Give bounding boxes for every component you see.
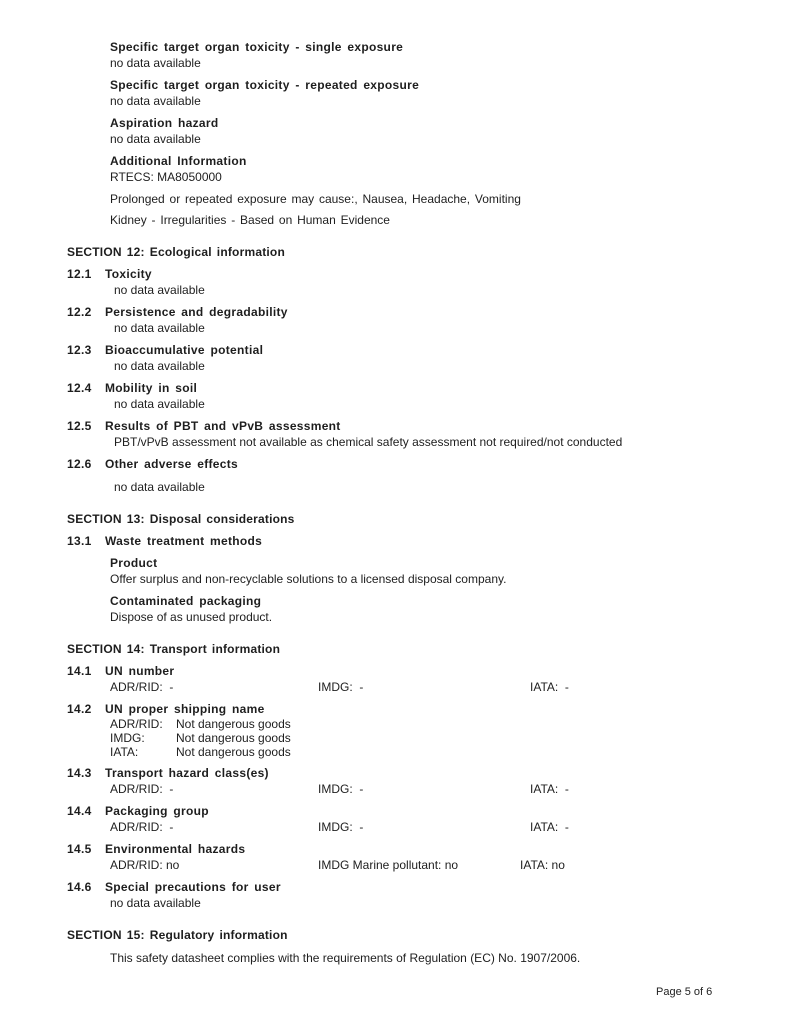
item-body: no data available bbox=[114, 283, 205, 297]
item-heading bbox=[67, 765, 733, 781]
item-title: Toxicity bbox=[105, 267, 152, 281]
item-title: Special precautions for user bbox=[105, 880, 281, 894]
item-heading bbox=[67, 663, 733, 679]
kidney-note: Kidney - Irregularities - Based on Human Evidence bbox=[110, 213, 390, 227]
iata-label: IATA: bbox=[110, 745, 139, 759]
subsection-body: Offer surplus and non-recyclable solutions to a licensed disposal company. bbox=[110, 572, 507, 586]
item-heading bbox=[67, 380, 733, 396]
subsection-heading: Contaminated packaging bbox=[110, 594, 262, 608]
transport-columns-row bbox=[110, 679, 733, 695]
subsection-body: no data available bbox=[110, 132, 201, 146]
shipping-name-row bbox=[110, 731, 733, 745]
item-body: PBT/vPvB assessment not available as chemical safety assessment not required/not conducted bbox=[114, 435, 623, 449]
subsection-body: no data available bbox=[110, 56, 201, 70]
item-title: Other adverse effects bbox=[105, 457, 239, 471]
section-15-title: SECTION 15: Regulatory information bbox=[67, 928, 288, 942]
item-title: Mobility in soil bbox=[105, 381, 198, 395]
iata-value: IATA: - bbox=[530, 782, 569, 796]
item-title: Transport hazard class(es) bbox=[105, 766, 269, 780]
item-13-1 bbox=[67, 533, 733, 625]
iata-value: IATA: - bbox=[530, 680, 569, 694]
item-number: 12.4 bbox=[67, 381, 92, 395]
iata-value: Not dangerous goods bbox=[176, 745, 291, 759]
aspiration-hazard-block bbox=[110, 115, 733, 147]
transport-columns-row bbox=[110, 857, 733, 873]
shipping-name-row bbox=[110, 717, 733, 731]
subsection-heading: Additional Information bbox=[110, 154, 247, 168]
subsection-heading: Aspiration hazard bbox=[110, 116, 219, 130]
imdg-value: IMDG: - bbox=[318, 820, 364, 834]
item-body: no data available bbox=[110, 896, 201, 910]
item-title: Results of PBT and vPvB assessment bbox=[105, 419, 341, 433]
iata-value: IATA: no bbox=[520, 858, 565, 872]
imdg-marine-pollutant-value: IMDG Marine pollutant: no bbox=[318, 858, 459, 872]
item-12-4 bbox=[67, 380, 733, 412]
item-title: Packaging group bbox=[105, 804, 209, 818]
exposure-note: Prolonged or repeated exposure may cause:, Nausea, Headache, Vomiting bbox=[110, 192, 521, 206]
subsection-body: Dispose of as unused product. bbox=[110, 610, 273, 624]
item-14-1 bbox=[67, 663, 733, 695]
imdg-label: IMDG: bbox=[110, 731, 145, 745]
item-14-4 bbox=[67, 803, 733, 835]
adr-rid-value: ADR/RID: - bbox=[110, 782, 174, 796]
subsection-body: no data available bbox=[110, 94, 201, 108]
item-title: Bioaccumulative potential bbox=[105, 343, 264, 357]
item-number: 14.2 bbox=[67, 702, 92, 716]
subsection-heading: Product bbox=[110, 556, 158, 570]
imdg-value: IMDG: - bbox=[318, 680, 364, 694]
item-12-6 bbox=[67, 456, 733, 495]
item-body: no data available bbox=[114, 359, 205, 373]
adr-rid-value: ADR/RID: - bbox=[110, 820, 174, 834]
item-14-2 bbox=[67, 701, 733, 759]
item-12-3 bbox=[67, 342, 733, 374]
adr-rid-value: Not dangerous goods bbox=[176, 717, 291, 731]
item-body: no data available bbox=[114, 397, 205, 411]
item-title: Waste treatment methods bbox=[105, 534, 263, 548]
subsection-heading: Specific target organ toxicity - single exposure bbox=[110, 40, 404, 54]
item-number: 14.6 bbox=[67, 880, 92, 894]
stot-repeated-block bbox=[110, 77, 733, 109]
section-11-continuation bbox=[110, 39, 733, 228]
item-body: no data available bbox=[114, 321, 205, 335]
shipping-name-rows bbox=[110, 717, 733, 759]
transport-columns-row bbox=[110, 819, 733, 835]
subsection-body: RTECS: MA8050000 bbox=[110, 170, 222, 184]
contaminated-packaging-block bbox=[110, 593, 733, 625]
subsection-heading: Specific target organ toxicity - repeated exposure bbox=[110, 78, 420, 92]
item-number: 12.3 bbox=[67, 343, 92, 357]
item-heading bbox=[67, 803, 733, 819]
item-heading bbox=[67, 879, 733, 895]
item-12-2 bbox=[67, 304, 733, 336]
item-heading bbox=[67, 456, 733, 472]
item-heading bbox=[67, 418, 733, 434]
item-body: no data available bbox=[114, 480, 205, 494]
page-number: Page 5 of 6 bbox=[656, 986, 713, 998]
product-block bbox=[110, 555, 733, 587]
item-title: Persistence and degradability bbox=[105, 305, 288, 319]
item-number: 14.5 bbox=[67, 842, 92, 856]
stot-single-block bbox=[110, 39, 733, 71]
section-13-title: SECTION 13: Disposal considerations bbox=[67, 512, 295, 526]
imdg-value: Not dangerous goods bbox=[176, 731, 291, 745]
iata-value: IATA: - bbox=[530, 820, 569, 834]
item-heading bbox=[67, 701, 733, 717]
item-12-5 bbox=[67, 418, 733, 450]
item-number: 14.3 bbox=[67, 766, 92, 780]
imdg-value: IMDG: - bbox=[318, 782, 364, 796]
transport-columns-row bbox=[110, 781, 733, 797]
item-heading bbox=[67, 304, 733, 320]
adr-rid-label: ADR/RID: bbox=[110, 717, 163, 731]
item-number: 13.1 bbox=[67, 534, 92, 548]
item-number: 14.1 bbox=[67, 664, 92, 678]
item-heading bbox=[67, 841, 733, 857]
item-heading bbox=[67, 266, 733, 282]
item-14-6 bbox=[67, 879, 733, 911]
item-heading bbox=[67, 342, 733, 358]
regulatory-statement: This safety datasheet complies with the requirements of Regulation (EC) No. 1907/2006. bbox=[110, 951, 581, 965]
adr-rid-value: ADR/RID: no bbox=[110, 858, 180, 872]
item-14-5 bbox=[67, 841, 733, 873]
item-12-1 bbox=[67, 266, 733, 298]
item-14-3 bbox=[67, 765, 733, 797]
section-14-title: SECTION 14: Transport information bbox=[67, 642, 281, 656]
item-number: 12.1 bbox=[67, 267, 92, 281]
item-title: UN number bbox=[105, 664, 175, 678]
item-number: 14.4 bbox=[67, 804, 92, 818]
shipping-name-row bbox=[110, 745, 733, 759]
item-title: UN proper shipping name bbox=[105, 702, 265, 716]
additional-information-block bbox=[110, 153, 733, 185]
item-number: 12.5 bbox=[67, 419, 92, 433]
adr-rid-value: ADR/RID: - bbox=[110, 680, 174, 694]
item-title: Environmental hazards bbox=[105, 842, 246, 856]
item-number: 12.6 bbox=[67, 457, 92, 471]
item-heading bbox=[67, 533, 733, 549]
item-number: 12.2 bbox=[67, 305, 92, 319]
section-12-title: SECTION 12: Ecological information bbox=[67, 245, 285, 259]
